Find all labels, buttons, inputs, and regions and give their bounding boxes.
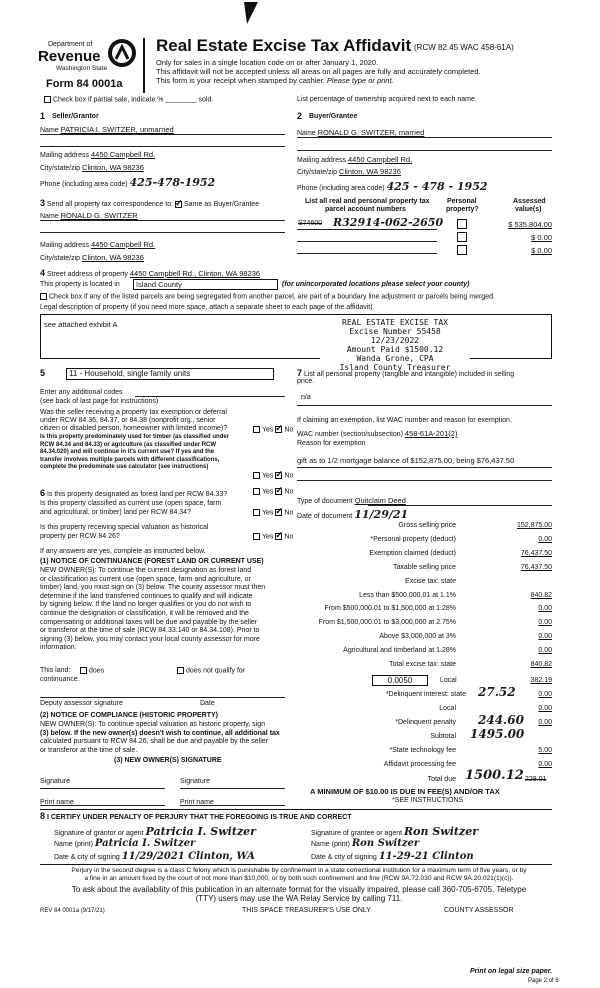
calc-row-value[interactable]: 0.00 bbox=[538, 536, 552, 543]
tech-fee-value[interactable]: 5.00 bbox=[538, 747, 552, 754]
this-land-label: This land: bbox=[40, 667, 71, 674]
state-label: Washington State bbox=[56, 65, 108, 72]
partial-sale-label: Check box if partial sale, indicate % bbox=[53, 96, 164, 104]
interest-state-label: *Delinquent interest: state bbox=[385, 691, 466, 698]
current-use-q-1: Is this property classified as current use (open space, farm bbox=[40, 500, 222, 507]
see-instructions-label: (see back of last page for instructions) bbox=[40, 398, 159, 405]
continuance-line: continue the designation or classification, it will be removed and the bbox=[40, 609, 249, 617]
page-title: Real Estate Excise Tax Affidavit bbox=[156, 36, 412, 55]
stamp-line-2: Excise Number 55458 bbox=[349, 327, 441, 336]
header-line-2: This affidavit will not be accepted unless all areas on all pages are fully and accurately completed. bbox=[156, 67, 481, 76]
timber-question-2: RCW 84.34 and 84.33) or agriculture (as classified under RCW bbox=[40, 441, 217, 448]
personal-col-header: Personal bbox=[447, 198, 477, 205]
section-5-number: 5 bbox=[40, 368, 46, 378]
buyer-phone-field[interactable]: 425 - 478 - 1952 bbox=[386, 180, 488, 193]
see-instructions-note: *SEE INSTRUCTIONS bbox=[392, 797, 464, 804]
calc-row-label: Above $3,000,000 at 3% bbox=[379, 633, 456, 640]
wac-field[interactable]: 458-61A-201(2) bbox=[404, 429, 458, 438]
grantor-date-label: Date & city of signing bbox=[54, 854, 120, 861]
header-line-3: This form is your receipt when stamped by cashier. bbox=[156, 76, 325, 85]
continuance-line: signing (3) below, you may contact your local county assessor for more bbox=[40, 635, 260, 643]
forest-no-checkbox[interactable] bbox=[275, 488, 282, 495]
segregated-label: Check box if any of the listed parcels are being segregated from another parcel, are part of a boundary line adjustment or parcels being merged. bbox=[49, 293, 495, 301]
document-type-field[interactable]: Quitclaim Deed bbox=[354, 496, 406, 505]
additional-codes-label: Enter any additional codes bbox=[40, 389, 123, 396]
reason-label: Reason for exemption bbox=[297, 440, 366, 447]
personal-property-field[interactable]: n/a bbox=[301, 394, 311, 401]
land-use-code-select[interactable]: 11 - Household, single family units bbox=[66, 368, 274, 380]
perjury-line-1: Perjury in the second degree is a class C felony which is punishable by confinement in a state correctional institution for a maximum term of five years, or by bbox=[71, 867, 527, 874]
affidavit-fee-value[interactable]: 0.00 bbox=[538, 761, 552, 768]
grantee-date-field[interactable]: 11-29-21 Clinton bbox=[378, 851, 474, 862]
street-address-field[interactable]: 4450 Campbell Rd., Clinton, WA 98236 bbox=[129, 269, 261, 278]
yes-label: Yes bbox=[262, 426, 274, 434]
interest-state-handwritten[interactable]: 27.52 bbox=[478, 685, 516, 699]
section-2-number: 2 bbox=[297, 111, 303, 121]
new-owner-print-2: Print name bbox=[180, 799, 214, 806]
street-address-label: Street address of property bbox=[46, 271, 128, 278]
calc-row-value[interactable]: 76,437.50 bbox=[520, 564, 552, 571]
legal-paper-note: Print on legal size paper. bbox=[470, 968, 553, 975]
forest-land-question: Is this property designated as forest land per RCW 84.33? bbox=[46, 491, 228, 498]
perjury-notice bbox=[34, 867, 564, 883]
yes-label: Yes bbox=[262, 533, 274, 541]
struck-parcel: S74600 bbox=[298, 220, 323, 227]
personal-property-label: List all personal property (tangible and intangible) included in selling bbox=[303, 371, 515, 378]
calc-row-value[interactable]: 76,437.50 bbox=[520, 550, 552, 557]
title-citation: (RCW 82.45 WAC 458-61A) bbox=[414, 43, 514, 52]
county-assessor-label: COUNTY ASSESSOR bbox=[444, 907, 514, 914]
revenue-logo-text: Revenue bbox=[38, 48, 101, 65]
historic-yes-checkbox[interactable] bbox=[253, 533, 260, 540]
calc-row-label: Less than $500,000.01 at 1.1% bbox=[359, 592, 456, 599]
timber-question-4: transfer involves multiple parcels with different classifications, bbox=[40, 456, 220, 463]
timber-question-5: complete the predominate use calculator (see instructions) bbox=[40, 464, 209, 470]
claim-exemption-label: If claiming an exemption, list WAC number and reason for exemption. bbox=[297, 417, 512, 424]
stamp-line-4: Amount Paid $1500.12 bbox=[346, 345, 444, 354]
personal-property-checkbox-2[interactable] bbox=[457, 232, 467, 242]
no-label: No bbox=[284, 488, 294, 496]
grantee-signature-label: Signature of grantee or agent bbox=[311, 830, 403, 837]
document-date-label: Date of document bbox=[297, 513, 353, 520]
yes-label: Yes bbox=[262, 472, 274, 480]
assessed-value-1[interactable]: $ 535,804.00 bbox=[508, 220, 552, 229]
perjury-line-2: a fine in an amount fixed by the court of not more than $10,000, or by both such confinement and fine (RCW 9A.72.030 and RCW 9A.20.021(1)(c)). bbox=[84, 875, 514, 882]
penalty-handwritten[interactable]: 244.60 bbox=[478, 713, 524, 727]
compliance-heading: (2) NOTICE OF COMPLIANCE (HISTORIC PROPERTY) bbox=[40, 712, 218, 719]
total-due-label: Total due bbox=[427, 776, 456, 783]
seller-mail-label: Mailing address bbox=[40, 152, 90, 159]
unincorporated-note: (for unincorporated locations please select your county) bbox=[282, 281, 470, 288]
buyer-mail-field[interactable]: 4450 Campbell Rd. bbox=[347, 155, 413, 164]
calc-row-value[interactable]: 0.00 bbox=[538, 605, 552, 612]
calc-row-label: *Personal property (deduct) bbox=[370, 536, 456, 543]
same-as-buyer-checkbox[interactable] bbox=[175, 201, 182, 208]
local-label: Local bbox=[440, 677, 457, 684]
grantor-signature-label: Signature of grantor or agent bbox=[54, 830, 144, 837]
located-in-label: This property is located in bbox=[40, 281, 120, 288]
treasurer-use-label: THIS SPACE TREASURER'S USE ONLY bbox=[242, 907, 371, 914]
current-use-no-checkbox[interactable] bbox=[275, 509, 282, 516]
buyer-mail-label: Mailing address bbox=[297, 157, 347, 164]
calc-row-label: Exemption claimed (deduct) bbox=[369, 550, 456, 557]
page-number: Page 2 of 6 bbox=[528, 978, 559, 984]
continuance-heading: (1) NOTICE OF CONTINUANCE (FOREST LAND OR CURRENT USE) bbox=[40, 558, 264, 565]
dept-label: Department of bbox=[48, 41, 93, 48]
grantor-name-label: Name (print) bbox=[54, 841, 93, 848]
grantee-signature-field[interactable]: Ron Switzer bbox=[404, 825, 479, 838]
no-label: No bbox=[284, 472, 294, 480]
parcel-col-header: List all real and personal property tax bbox=[305, 198, 430, 205]
continuance-line: NEW OWNER(S): To continue the current designation as forest land bbox=[40, 567, 252, 574]
does-not-qualify-checkbox[interactable] bbox=[177, 667, 184, 674]
parcel-number-field[interactable]: R32914-062-2650 bbox=[333, 216, 444, 229]
assessed-col-header-2: value(s) bbox=[515, 206, 542, 213]
exemption-question-1: Was the seller receiving a property tax exemption or deferral bbox=[40, 409, 227, 416]
grantee-date-label: Date & city of signing bbox=[311, 854, 377, 861]
document-type-label: Type of document bbox=[297, 498, 353, 505]
personal-property-checkbox-3[interactable] bbox=[457, 245, 467, 255]
buyer-name-field[interactable]: RONALD G. SWITZER, married bbox=[317, 128, 425, 137]
grantee-name-field[interactable]: Ron Switzer bbox=[351, 838, 420, 849]
assessed-value-3[interactable]: $ 0.00 bbox=[531, 246, 552, 255]
logo-divider bbox=[143, 38, 145, 93]
calc-row-value[interactable]: 0.00 bbox=[538, 619, 552, 626]
no-label: No bbox=[284, 509, 294, 517]
personal-property-checkbox-1[interactable] bbox=[457, 219, 467, 229]
subtotal-handwritten[interactable]: 1495.00 bbox=[470, 727, 525, 741]
new-owner-signature-2: Signature bbox=[180, 778, 210, 785]
forest-yes-checkbox[interactable] bbox=[253, 488, 260, 495]
document-date-field[interactable]: 11/29/21 bbox=[354, 508, 409, 521]
compliance-line: or transferor at the time of sale. bbox=[40, 746, 138, 754]
historic-q-2: property per RCW 84.26? bbox=[40, 533, 120, 540]
alternate-format-notice bbox=[34, 885, 564, 903]
buyer-name-label: Name bbox=[297, 130, 316, 137]
timber-no-checkbox[interactable] bbox=[275, 472, 282, 479]
local-rate-field[interactable]: 0.0050 bbox=[372, 675, 428, 686]
corr-mail-field[interactable]: 4450 Campbell Rd. bbox=[90, 240, 156, 249]
timber-yes-checkbox[interactable] bbox=[253, 472, 260, 479]
calc-row-value[interactable]: 840.82 bbox=[530, 592, 552, 599]
calc-row-label: From $500,000.01 to $1,500,000 at 1.28% bbox=[324, 605, 456, 612]
section-8-number: 8 bbox=[40, 811, 46, 821]
section-4-number: 4 bbox=[40, 268, 46, 278]
calc-row-value[interactable]: 0.00 bbox=[538, 633, 552, 640]
calc-row-label: Gross selling price bbox=[398, 522, 456, 529]
seller-heading: Seller/Grantor bbox=[52, 113, 99, 120]
no-label: No bbox=[284, 533, 294, 541]
seller-mail-field[interactable]: 4450 Campbell Rd. bbox=[90, 150, 156, 159]
correspondence-label: Send all property tax correspondence to: bbox=[46, 201, 174, 208]
compliance-line: calculated pursuant to RCW 84.26, shall be due and payable by the seller bbox=[40, 738, 269, 746]
penalty-label: *Delinquent penalty bbox=[395, 719, 456, 726]
historic-q-1: Is this property receiving special valuation as historical bbox=[40, 524, 209, 531]
alt-format-line-2: (TTY) users may use the WA Relay Service by calling 711. bbox=[195, 894, 403, 903]
grantor-signature-field[interactable]: Patricia I. Switzer bbox=[145, 825, 256, 838]
corr-name-label: Name bbox=[40, 213, 59, 220]
section-6-number: 6 bbox=[40, 488, 46, 498]
section-7-number: 7 bbox=[297, 368, 303, 378]
exemption-question-2: under RCW 84.36, 84.37, or 84.38 (nonprofit org., senior bbox=[40, 417, 216, 424]
new-owner-signature-heading: (3) NEW OWNER(S) SIGNATURE bbox=[114, 757, 222, 764]
deputy-signature-label: Deputy assessor signature bbox=[40, 700, 123, 707]
exemption-question-3: citizen or disabled person, homeowner with limited income)? bbox=[40, 425, 228, 432]
calc-row-label: From $1,500,000.01 to $3,000,000 at 2.75% bbox=[318, 619, 456, 626]
county-select[interactable]: Island County bbox=[133, 279, 278, 290]
continuance-line: or transferor at the time of sale (RCW 84.33.140 or 84.34.108). Prior to bbox=[40, 627, 260, 635]
subtotal-label: Subtotal bbox=[430, 733, 456, 740]
grantor-name-field[interactable]: Patricia I. Switzer bbox=[94, 838, 196, 849]
alt-format-line-1: To ask about the availability of this publication in an alternate format for the visually impaired, please call 360-705-6705. Teletype bbox=[71, 885, 527, 894]
calc-row-label: Excise tax: state bbox=[405, 578, 456, 585]
does-label: does bbox=[89, 667, 105, 675]
certify-label: I CERTIFY UNDER PENALTY OF PERJURY THAT THE FOREGOING IS TRUE AND CORRECT bbox=[46, 814, 352, 821]
minimum-due-note: A MINIMUM OF $10.00 IS DUE IN FEE(S) AND/OR TAX bbox=[310, 787, 500, 796]
corr-city-label: City/state/zip bbox=[40, 255, 81, 262]
seller-city-field[interactable]: Clinton, WA 98236 bbox=[82, 163, 144, 172]
stamp-line-5: Wanda Grone, CPA bbox=[356, 354, 434, 363]
continuance-line: or classification as current use (open space, farm and agriculture, or bbox=[40, 575, 251, 583]
revision-label: REV 84 0001a (9/17/21) bbox=[40, 908, 105, 914]
corner-mark bbox=[244, 2, 258, 24]
interest-local-value[interactable]: 0.00 bbox=[538, 705, 552, 712]
buyer-phone-label: Phone (including area code) bbox=[297, 185, 385, 192]
buyer-city-field[interactable]: Clinton, WA 98236 bbox=[339, 167, 401, 176]
personal-col-header-2: property? bbox=[446, 206, 479, 213]
corr-mail-label: Mailing address bbox=[40, 242, 90, 249]
stamp-line-6: Island County Treasurer bbox=[339, 363, 451, 372]
calc-row-value[interactable]: 0.00 bbox=[538, 647, 552, 654]
seller-name-field[interactable]: PATRICIA I. SWITZER, unmarried bbox=[60, 125, 174, 134]
seller-phone-label: Phone (including area code) bbox=[40, 181, 128, 188]
form-number: Form 84 0001a bbox=[46, 78, 123, 90]
total-due-struck: 228.01 bbox=[525, 776, 547, 783]
interest-state-value[interactable]: 0.00 bbox=[538, 691, 552, 698]
continuance-line: determine if the land transferred continues to qualify and will indicate bbox=[40, 592, 253, 600]
legal-description-field[interactable]: see attached exhibit A bbox=[40, 314, 552, 359]
sold-label: sold. bbox=[198, 96, 214, 104]
partial-sale-checkbox[interactable] bbox=[44, 96, 51, 103]
does-not-label: does not qualify for bbox=[186, 667, 246, 675]
exemption-yes-checkbox[interactable] bbox=[253, 426, 260, 433]
timber-question-3: 84.34.020) and will continue in it's current use? If yes and the bbox=[40, 449, 215, 455]
continuance-line: by signing below. If the land no longer qualifies or you do not wish to bbox=[40, 601, 252, 609]
continuance-line: information. bbox=[40, 644, 77, 652]
seller-city-label: City/state/zip bbox=[40, 165, 81, 172]
wac-label: WAC number (section/subsection) bbox=[297, 431, 403, 438]
ownership-note: List percentage of ownership acquired next to each name. bbox=[297, 96, 477, 103]
continuance-word: continuance. bbox=[40, 676, 80, 683]
revenue-logo-icon bbox=[108, 39, 136, 67]
legal-description-label: Legal description of property (if you need more space, attach a separate sheet to each page of the affidavit). bbox=[40, 304, 375, 311]
calc-row-value[interactable]: 840.82 bbox=[530, 661, 552, 668]
yes-label: Yes bbox=[262, 488, 274, 496]
assessed-col-header: Assessed bbox=[513, 198, 546, 205]
local-tax-value[interactable]: 382.19 bbox=[530, 677, 552, 684]
continuance-line: timber) land, you must sign on (3) below. The county assessor must then bbox=[40, 584, 266, 592]
seller-name-label: Name bbox=[40, 127, 59, 134]
calc-row-value[interactable]: 152,875.00 bbox=[516, 522, 552, 529]
parcel-col-header-2: parcel account numbers bbox=[325, 206, 406, 213]
new-owner-signature-1: Signature bbox=[40, 778, 70, 785]
interest-local-label: Local bbox=[439, 705, 456, 712]
total-due-handwritten[interactable]: 1500.12 bbox=[465, 768, 524, 783]
section-1-number: 1 bbox=[40, 111, 46, 121]
current-use-yes-checkbox[interactable] bbox=[253, 509, 260, 516]
deputy-date-label: Date bbox=[200, 700, 215, 707]
new-owner-print-1: Print name bbox=[40, 799, 74, 806]
yes-label: Yes bbox=[262, 509, 274, 517]
segregated-checkbox[interactable] bbox=[40, 293, 47, 300]
if-any-yes-note: If any answers are yes, complete as instructed below. bbox=[40, 548, 206, 555]
same-as-buyer-label: Same as Buyer/Grantee bbox=[184, 201, 260, 208]
corr-city-field[interactable]: Clinton, WA 98236 bbox=[82, 253, 144, 262]
section-3-number: 3 bbox=[40, 198, 46, 208]
compliance-line: NEW OWNER(S): To continue special valuation as historic property, sign bbox=[40, 721, 265, 728]
continuance-line: compensating or additional taxes will be due and payable by the seller bbox=[40, 618, 258, 626]
exemption-no-checkbox[interactable] bbox=[275, 426, 282, 433]
calc-row-label: Total excise tax: state bbox=[389, 661, 456, 668]
compliance-line: (3) below. If the new owner(s) doesn't wish to continue, all additional tax bbox=[40, 729, 280, 737]
calc-row-label: Agricultural and timberland at 1.28% bbox=[343, 647, 456, 654]
timber-question-1: Is this property predominately used for timber (as classified under bbox=[40, 434, 230, 440]
header-line-1: Only for sales in a single location code on or after January 1, 2020. bbox=[156, 58, 379, 67]
seller-phone-field[interactable]: 425-478-1952 bbox=[129, 176, 216, 189]
assessed-value-2[interactable]: $ 0.00 bbox=[531, 233, 552, 242]
affidavit-fee-label: Affidavit processing fee bbox=[383, 761, 456, 768]
reason-field[interactable]: gift as to 1/2 mortgage balance of $152,875.00, being $76,437.50 bbox=[297, 456, 515, 465]
grantor-date-field[interactable]: 11/29/2021 Clinton, WA bbox=[121, 851, 255, 862]
buyer-city-label: City/state/zip bbox=[297, 169, 338, 176]
penalty-value[interactable]: 0.00 bbox=[538, 719, 552, 726]
tech-fee-label: *State technology fee bbox=[389, 747, 456, 754]
corr-name-field[interactable]: RONALD G. SWITZER bbox=[60, 211, 138, 220]
stamp-line-1: REAL ESTATE EXCISE TAX bbox=[342, 318, 448, 327]
treasurer-stamp bbox=[320, 318, 470, 372]
no-label: No bbox=[284, 426, 294, 434]
calc-row-label: Taxable selling price bbox=[392, 564, 456, 571]
does-qualify-checkbox[interactable] bbox=[80, 667, 87, 674]
grantee-name-label: Name (print) bbox=[311, 841, 350, 848]
personal-property-label-2: price. bbox=[297, 378, 315, 385]
buyer-heading: Buyer/Grantee bbox=[309, 113, 358, 120]
stamp-line-3: 12/23/2022 bbox=[370, 336, 420, 345]
historic-no-checkbox[interactable] bbox=[275, 533, 282, 540]
header-line-3b: Please type or print. bbox=[326, 76, 394, 85]
current-use-q-2: and agricultural, or timber) land per RCW 84.34? bbox=[40, 509, 191, 516]
